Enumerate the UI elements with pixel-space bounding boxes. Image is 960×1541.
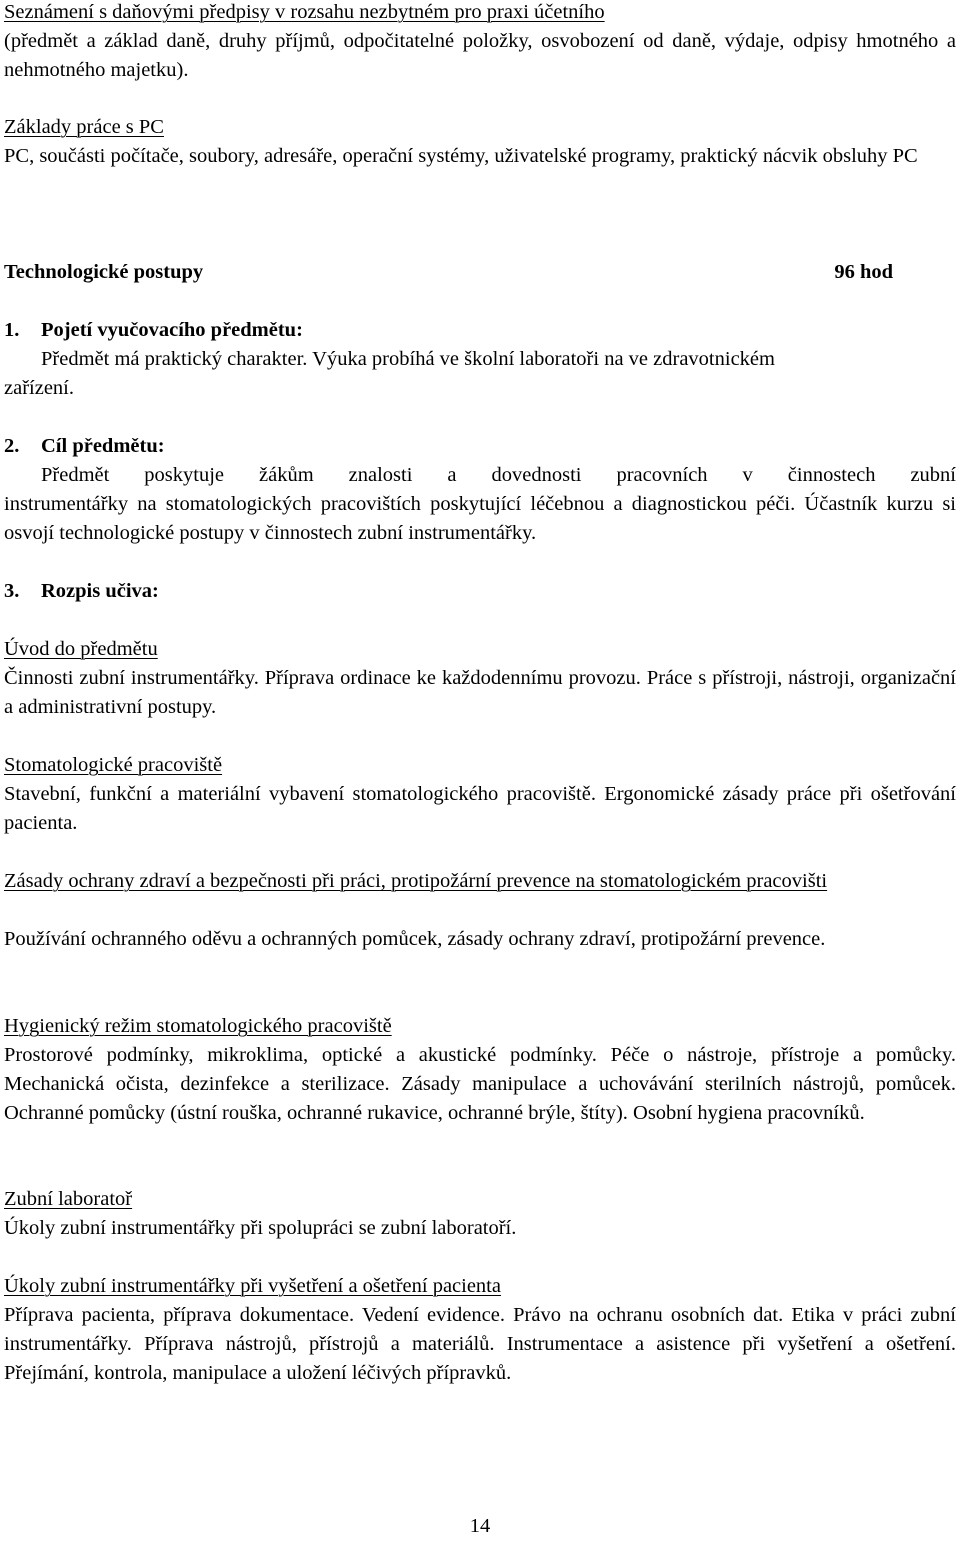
section-3-number: 3. — [4, 580, 20, 602]
topic-6-title: Úkoly zubní instrumentářky při vyšetření a ošetření pacienta — [4, 1275, 501, 1297]
section-1-text-b: zařízení. — [4, 377, 74, 399]
section-3-heading — [4, 577, 159, 606]
topic-4-title: Hygienický režim stomatologického pracoviště — [4, 1015, 392, 1037]
topic-5-title: Zubní laboratoř — [4, 1188, 133, 1210]
section-2-text-a: Předmět poskytuje žákům znalosti a dovednosti pracovních v činnostech zubní — [41, 464, 956, 486]
section-2-text-b: instrumentářky na stomatologických pracovištích poskytující léčebnou a diagnostickou péči. Účastník kurzu si osvojí technologické postupy v činnostech zubní instrumentářky. — [4, 493, 956, 544]
tax-title: Seznámení s daňovými předpisy v rozsahu nezbytném pro praxi účetního — [4, 1, 605, 23]
subject-header — [4, 258, 956, 287]
topic-6-text: Příprava pacienta, příprava dokumentace. Vedení evidence. Právo na ochranu osobních dat. Etika v práci zubní instrumentářky. Příprava nástrojů, přístrojů a materiálů. Instrumentace a asistence při vyšetření a ošetření. Přejímání, kontrola, manipulace a uložení léčivých přípravků. — [4, 1304, 956, 1384]
section-1-title: Pojetí vyučovacího předmětu: — [41, 319, 303, 341]
subject-title: Technologické postupy — [4, 261, 204, 283]
section-1-heading — [4, 316, 303, 345]
topic-1-title: Úvod do předmětu — [4, 638, 158, 660]
topic-5-text: Úkoly zubní instrumentářky při spolupráci se zubní laboratoří. — [4, 1217, 517, 1239]
topic-2-text: Stavební, funkční a materiální vybavení stomatologického pracoviště. Ergonomické zásady práce při ošetřování pacienta. — [4, 783, 956, 834]
topic-4-text: Prostorové podmínky, mikroklima, optické a akustické podmínky. Péče o nástroje, přístroje a pomůcky. Mechanická očista, dezinfekce a sterilizace. Zásady manipulace a uchovávání sterilních nástrojů, pomůcek. Ochranné pomůcky (ústní rouška, ochranné rukavice, ochranné brýle, štíty). Osobní hygiena pracovníků. — [4, 1044, 956, 1124]
topic-3-title: Zásady ochrany zdraví a bezpečnosti při práci, protipožární prevence na stomatologickém pracovišti — [4, 870, 828, 892]
pc-text: PC, součásti počítače, soubory, adresáře, operační systémy, uživatelské programy, praktický nácvik obsluhy PC — [4, 145, 918, 167]
section-2-number: 2. — [4, 435, 20, 457]
subject-hours: 96 hod — [834, 261, 893, 283]
topic-2-title: Stomatologické pracoviště — [4, 754, 223, 776]
topic-3-text: Používání ochranného oděvu a ochranných pomůcek, zásady ochrany zdraví, protipožární prevence. — [4, 928, 826, 950]
section-3-title: Rozpis učiva: — [41, 580, 159, 602]
tax-text: (předmět a základ daně, druhy příjmů, odpočitatelné položky, osvobození od daně, výdaje, odpisy hmotného a nehmotného majetku). — [4, 30, 956, 81]
section-2-title: Cíl předmětu: — [41, 435, 165, 457]
section-2-heading — [4, 432, 165, 461]
section-1-text-a: Předmět má praktický charakter. Výuka probíhá ve školní laboratoři na ve zdravotnickém — [41, 348, 775, 370]
topic-1-text: Činnosti zubní instrumentářky. Příprava ordinace ke každodennímu provozu. Práce s přístroji, nástroji, organizační a administrativní postupy. — [4, 667, 956, 718]
page-number: 14 — [469, 1515, 491, 1537]
section-1-number: 1. — [4, 319, 20, 341]
pc-title: Základy práce s PC — [4, 116, 164, 138]
